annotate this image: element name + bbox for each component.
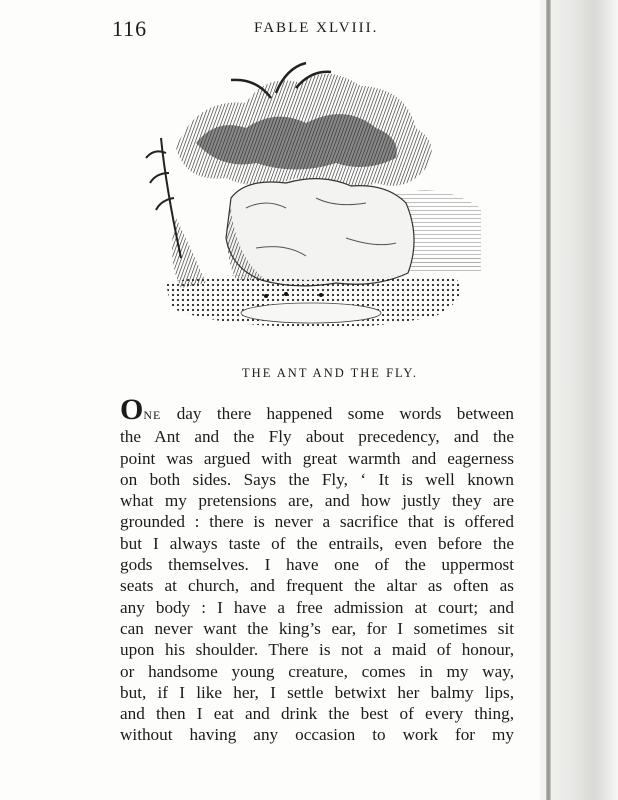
text-line: any body : I have a free admission at court; and (120, 597, 514, 617)
drop-cap: O (120, 393, 144, 426)
text-line: on both sides. Says the Fly, ‘ It is well known (120, 469, 514, 489)
text-line: but, if I like her, I settle betwixt her balmy lips, (120, 682, 514, 702)
text-line: gods themselves. I have one of the uppermost (120, 555, 514, 575)
text-line: grounded : there is never a sacrifice that is offered (120, 512, 514, 532)
text-line: upon his shoulder. There is not a maid of honour, (120, 640, 514, 660)
running-head: FABLE XLVIII. (254, 20, 379, 36)
page-edge (546, 0, 551, 800)
first-word-small-caps: NE (143, 408, 162, 422)
text-line: but I always taste of the entrails, even before the (120, 533, 514, 553)
text-line: or handsome young creature, comes in my way, (120, 661, 514, 681)
text-line: what my pretensions are, and how justly they are (120, 491, 514, 511)
text-line: can never want the king’s ear, for I sometimes sit (120, 618, 514, 638)
text-line-content: day there happened some words between (161, 404, 514, 423)
text-line: without having any occasion to work for my (120, 725, 514, 745)
page-header (112, 16, 532, 42)
fable-title: THE ANT AND THE FLY. (242, 366, 418, 380)
woodcut-engraving-landscape-icon (136, 58, 486, 348)
text-line (120, 393, 514, 426)
fable-text (120, 393, 514, 746)
text-line: point was argued with great warmth and eagerness (120, 448, 514, 468)
text-line: seats at church, and frequent the altar as often as (120, 576, 514, 596)
text-line: and then I eat and drink the best of every thing, (120, 704, 514, 724)
text-line: the Ant and the Fly about precedency, and the (120, 427, 514, 447)
page-gutter (540, 0, 618, 800)
page-number: 116 (112, 16, 148, 41)
